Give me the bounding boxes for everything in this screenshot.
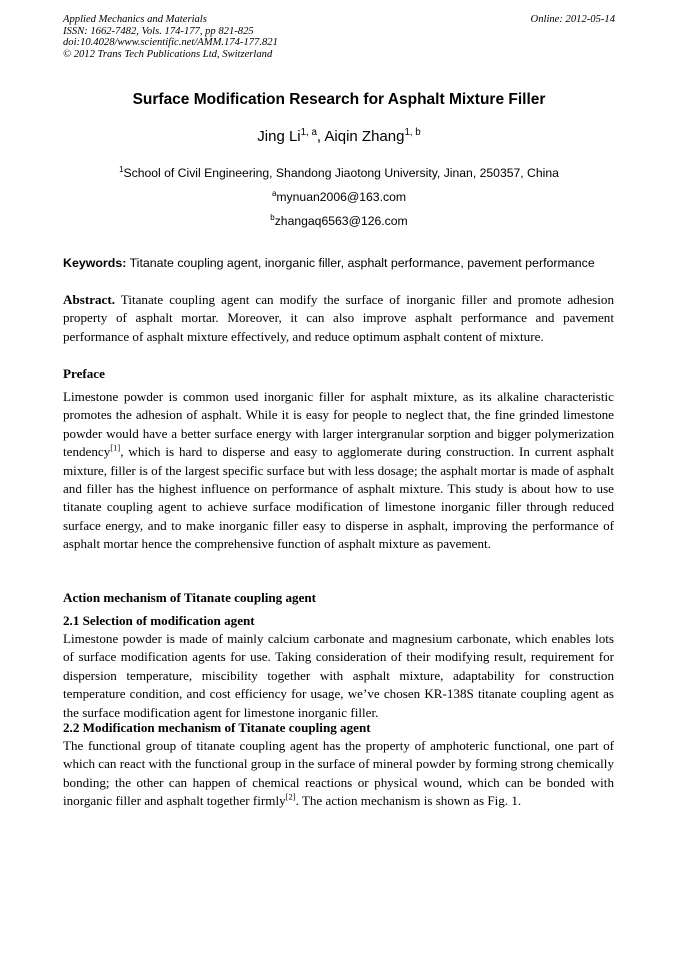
- citation: [2]: [285, 791, 296, 802]
- paragraph: [63, 737, 614, 811]
- author-separator: ,: [316, 128, 325, 145]
- text: Limestone powder is common used inorganic filler for asphalt mixture, as its alkaline characteristic promotes the adhesion of asphalt. While it is easy for people to neglect that, the fine grinded limestone powder would have a better surface energy with larger intergranular sorption and bigger polymerization tendency: [63, 389, 614, 460]
- email: [0, 214, 678, 228]
- issn: ISSN: 1662-7482, Vols. 174-177, pp 821-825: [63, 25, 254, 37]
- author-name: Jing Li: [257, 128, 301, 145]
- author-name: Aiqin Zhang: [324, 128, 405, 145]
- affiliation-text: School of Civil Engineering, Shandong Jiaotong University, Jinan, 250357, China: [123, 166, 559, 180]
- affiliation: [0, 166, 678, 180]
- text: . The action mechanism is shown as Fig. 1.: [295, 793, 522, 809]
- authors: [0, 128, 678, 145]
- keywords: [63, 254, 614, 272]
- affiliation-sup: 1: [119, 164, 124, 174]
- subsection-heading: 2.2 Modification mechanism of Titanate coupling agent: [63, 720, 371, 735]
- citation: [1]: [110, 442, 121, 453]
- section-heading: Preface: [63, 366, 105, 381]
- text: The functional group of titanate coupling agent has the property of amphoteric functional, one part of which can react with the functional group in the surface of mineral powder by forming strong chemically bonding; the other can happen of chemical reactions or physical wound, which can be bonded with inorganic filler and asphalt together firmly: [63, 738, 614, 809]
- journal-header: [63, 14, 278, 60]
- paper-title: Surface Modification Research for Asphalt Mixture Filler: [132, 91, 546, 108]
- subsection-heading: 2.1 Selection of modification agent: [63, 613, 255, 628]
- abstract-text: Titanate coupling agent can modify the surface of inorganic filler and promote adhesion property of asphalt mortar. Moreover, it can also improve asphalt performance and pavement performance of asphalt mixture effectively, and reduce optimum asphalt content of mixture.: [63, 292, 614, 344]
- doi: doi:10.4028/www.scientific.net/AMM.174-177.821: [63, 37, 278, 48]
- author-sup: 1, b: [404, 127, 421, 138]
- journal-name: Applied Mechanics and Materials: [63, 14, 207, 25]
- keywords-text: Titanate coupling agent, inorganic filler, asphalt performance, pavement performance: [126, 256, 595, 270]
- copyright: © 2012 Trans Tech Publications Ltd, Switzerland: [63, 48, 273, 60]
- email-text: zhangaq6563@126.com: [274, 214, 408, 228]
- email-sup: b: [270, 212, 275, 222]
- abstract: [63, 291, 614, 346]
- abstract-label: Abstract.: [63, 292, 115, 307]
- section-heading: Action mechanism of Titanate coupling agent: [63, 590, 317, 605]
- paragraph: Limestone powder is made of mainly calcium carbonate and magnesium carbonate, which enables lots of surface modification agents for use. Taking consideration of their modifying result, requirement for dispersion temperature, miscibility together with asphalt mixture, adaptability for construction temperature condition, and cost efficiency for usage, we’ve chosen KR-138S titanate coupling agent as the surface modification agent for limestone inorganic filler.: [63, 631, 614, 720]
- online-date: Online: 2012-05-14: [530, 14, 615, 25]
- email-text: mynuan2006@163.com: [276, 190, 406, 204]
- email-sup: a: [272, 188, 277, 198]
- keywords-label: Keywords:: [63, 256, 127, 270]
- email: [0, 190, 678, 204]
- text: , which is hard to disperse and easy to agglomerate during construction. In current asphalt mixture, filler is of the largest specific surface but with less dosage; the asphalt mortar is made of asphalt and filler has the highest influence on performance of asphalt mixture. This study is about how to use titanate coupling agent to achieve surface modification of limestone inorganic filler through reduced surface energy, and to make inorganic filler easy to disperse in asphalt, improving the performance of asphalt mortar hence the comprehensive function of asphalt mixture as pavement.: [63, 444, 614, 552]
- author-sup: 1, a: [300, 127, 317, 138]
- preface-paragraph: [63, 388, 614, 554]
